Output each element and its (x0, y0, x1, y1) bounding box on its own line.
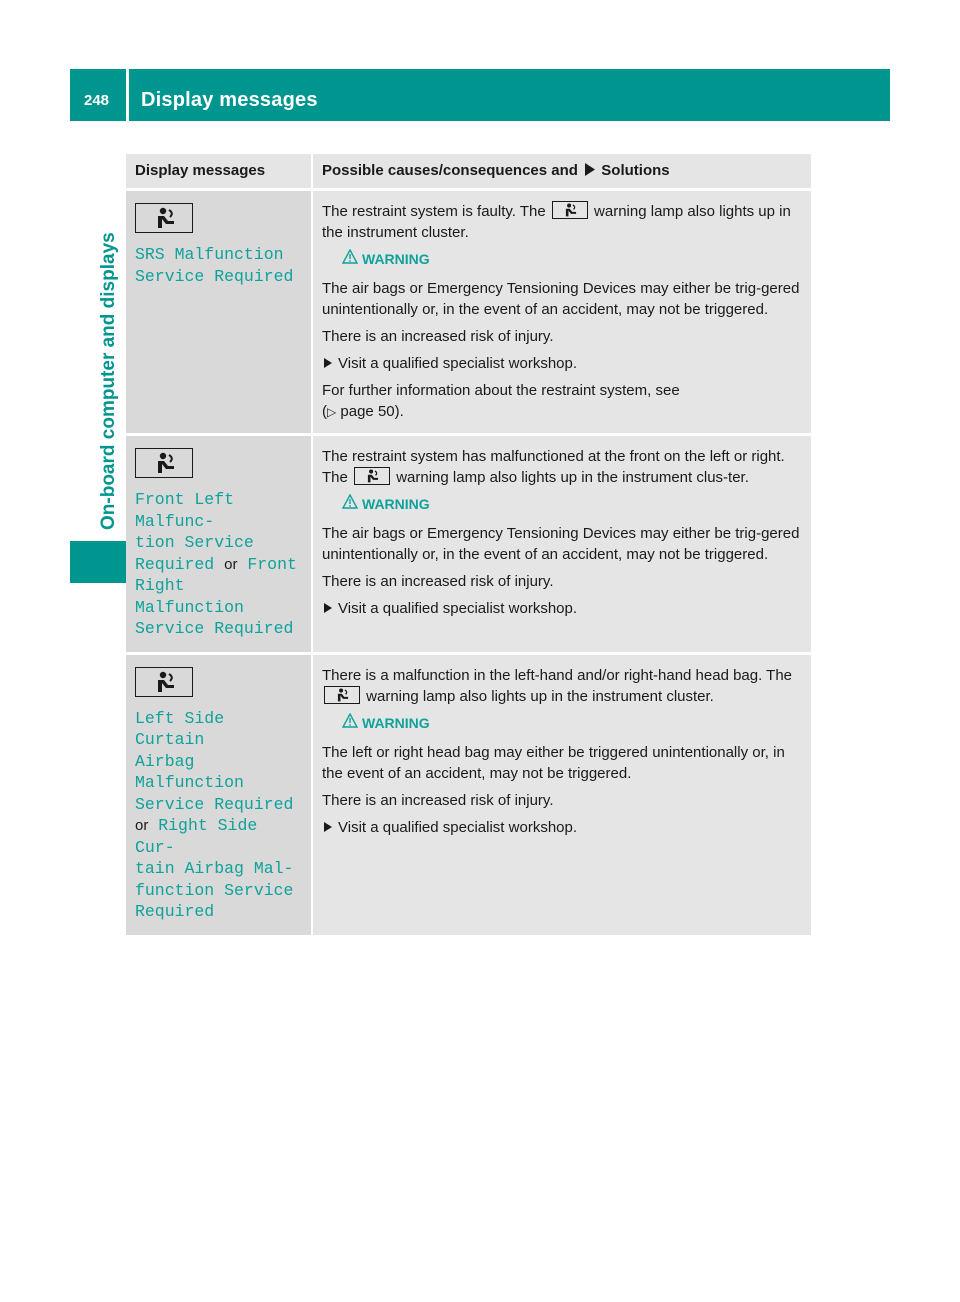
or-text: or (224, 555, 238, 573)
cause-text-end: warning lamp also lights up in the instrument clus-ter. (396, 469, 749, 486)
message-cell (126, 188, 313, 433)
warning-label: WARNING (362, 251, 430, 267)
warning-label: WARNING (362, 496, 430, 512)
column-header-solutions (313, 154, 811, 188)
display-message (135, 244, 302, 287)
display-message-line: Left Side Curtain (135, 708, 225, 749)
display-message-line: function Service (135, 880, 294, 900)
or-text: or (135, 817, 149, 834)
airbag-warning-icon (324, 686, 360, 704)
page-number: 248 (84, 92, 110, 109)
warning-triangle-icon (342, 713, 358, 728)
table-row (126, 188, 811, 433)
display-message-line: Service Required (135, 794, 294, 814)
table-header-row (126, 154, 811, 188)
display-message-part: Required (135, 554, 215, 574)
warning-text: The air bags or Emergency Tensioning Devices may either be trig-gered unintentionally or, in the event of an accident, may not be triggered. (322, 280, 800, 318)
warning-heading (342, 249, 802, 270)
display-message-line: Service Required (135, 266, 294, 286)
display-message-line: tion Service (135, 533, 254, 552)
cause-text-end: warning lamp also lights up in the instrument cluster. (366, 687, 714, 705)
message-cell (126, 652, 313, 935)
page-ref-icon: ▷ (327, 405, 337, 419)
display-message-line: tain Airbag Mal- (135, 859, 294, 878)
risk-text: There is an increased risk of injury. (322, 791, 554, 809)
warning-heading (342, 494, 802, 515)
solution-step: Visit a qualified specialist workshop. (322, 353, 802, 374)
display-message-line: Right Malfunction (135, 576, 244, 617)
warning-text: The left or right head bag may either be triggered unintentionally or, in the event of an accident, may not be triggered. (322, 743, 785, 782)
warning-text: The air bags or Emergency Tensioning Devices may either be trig-gered unintentionally or, in the event of an accident, may not be triggered. (322, 525, 800, 563)
airbag-warning-icon (135, 203, 193, 233)
display-message-part: Front (247, 554, 297, 574)
display-message-part: Right Side Cur- (135, 816, 258, 857)
display-message-line: Required (135, 902, 215, 921)
solution-step: Visit a qualified specialist workshop. (322, 598, 802, 619)
airbag-warning-icon (552, 201, 588, 219)
display-message (135, 708, 302, 923)
display-message-line (135, 815, 302, 858)
display-message-line: Front Left Malfunc- (135, 490, 235, 531)
warning-triangle-icon (342, 494, 358, 509)
airbag-warning-icon (354, 467, 390, 485)
display-message-line (135, 554, 302, 576)
cause-text-start: The restraint system has malfunctioned at the front on the left or right. The (322, 448, 785, 486)
cause-text (322, 446, 802, 488)
solution-step: Visit a qualified specialist workshop. (322, 817, 802, 838)
page-title: Display messages (141, 89, 318, 111)
further-info: For further information about the restraint system, see (▷ page 50). (322, 382, 680, 420)
solution-cell (313, 188, 811, 433)
column-header-causes: Possible causes/consequences and (322, 162, 578, 179)
further-info-text: For further information about the restraint system, see (322, 382, 680, 399)
airbag-warning-icon (135, 448, 193, 478)
warning-heading (342, 713, 802, 734)
cause-text-start: The restraint system is faulty. The (322, 203, 546, 220)
solution-cell (313, 433, 811, 652)
cause-text-end: warning lamp also lights up in the instrument cluster. (322, 203, 791, 241)
solution-cell (313, 652, 811, 935)
side-tab-label: On-board computer and displays (98, 232, 119, 530)
risk-text: There is an increased risk of injury. (322, 573, 554, 590)
display-messages-table (126, 154, 811, 935)
table-row (126, 652, 811, 935)
page-reference-link[interactable]: page 50). (340, 403, 404, 420)
column-header-solutions-label: Solutions (601, 162, 670, 179)
warning-label: WARNING (362, 714, 430, 731)
display-message (135, 489, 302, 640)
header-divider (126, 69, 129, 121)
message-cell (126, 433, 313, 652)
warning-triangle-icon (342, 249, 358, 264)
display-message-line: Airbag Malfunction (135, 751, 244, 792)
cause-text-start: There is a malfunction in the left-hand and/or right-hand head bag. The (322, 666, 793, 684)
risk-text: There is an increased risk of injury. (322, 328, 554, 345)
display-message-line: Service Required (135, 619, 294, 638)
table-row (126, 433, 811, 652)
side-tab-block (70, 541, 126, 583)
airbag-warning-icon (135, 667, 193, 697)
cause-text (322, 665, 802, 707)
display-message-line: SRS Malfunction (135, 245, 284, 264)
play-arrow-icon (584, 163, 595, 176)
cause-text (322, 201, 802, 243)
column-header-messages: Display messages (126, 154, 313, 188)
